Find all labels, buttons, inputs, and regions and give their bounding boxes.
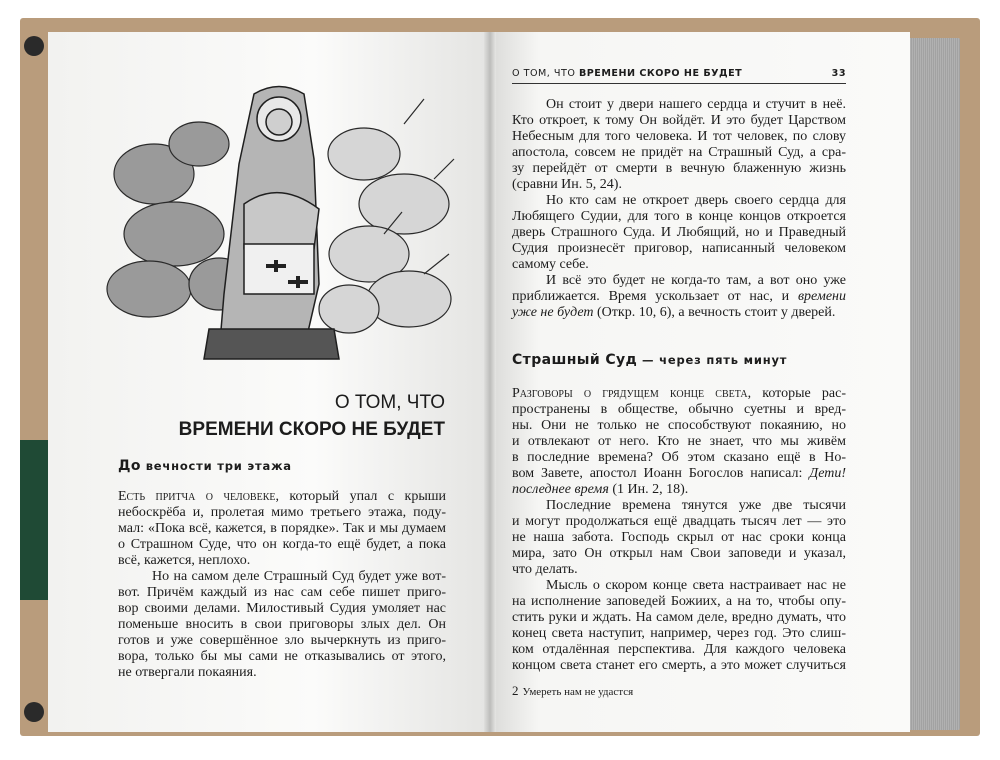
text-line: самому себе. — [512, 257, 589, 272]
text-line: Кто откроет, к тому Он войдёт. И это будет Царством — [512, 113, 846, 128]
text-line: конец света наступит, например, через год. Это слиш- — [512, 626, 846, 641]
paragraph — [512, 273, 846, 321]
text-line: стить руки и ждать. На самом деле, вредно думать, что — [512, 610, 846, 625]
text-line: апостола, совсем не придёт на Страшный Суд, а сра- — [512, 145, 846, 160]
running-head: О ТОМ, ЧТО ВРЕМЕНИ СКОРО НЕ БУДЕТ 33 — [512, 68, 846, 84]
text-line: Судия произнесёт приговор, написанный человеком — [512, 241, 846, 256]
text-line: последнее время (1 Ин. 2, 18). — [512, 482, 689, 497]
text-line: приближается. Время ускользает от нас, и времени — [512, 289, 846, 304]
section-title-left: До вечности три этажа — [118, 458, 292, 474]
text-line: уже не будет (Откр. 10, 6), а вечность стоит у дверей. — [512, 305, 836, 320]
text-line: и отвлекают от него. Кто не знает, что мы живём — [512, 434, 846, 449]
text-line: Но на самом деле Страшный Суд будет уже вот- — [152, 569, 446, 584]
right-body-text-top — [512, 97, 846, 321]
text-line: поменьше вносить в свои приговоры злых дел. Он — [118, 617, 446, 632]
text-line: Он стоит у двери нашего сердца и стучит в неё. — [546, 97, 846, 112]
chapter-title-line1: О ТОМ, ЧТО — [334, 392, 445, 413]
cover-corner-top — [24, 36, 44, 56]
paragraph — [118, 569, 446, 681]
text-line: И всё это будет не когда-то там, а вот оно уже — [546, 273, 846, 288]
text-line: не отвергали покаяния. — [118, 665, 257, 680]
text-line: Но кто сам не откроет дверь своего сердца для — [546, 193, 846, 208]
text-line: вот. Причём каждый из нас сам себе пишет приго- — [118, 585, 446, 600]
footnote: 2 Умереть нам не удастся — [512, 683, 634, 698]
paragraph — [512, 498, 846, 578]
chapter-title-line2: ВРЕМЕНИ СКОРО НЕ БУДЕТ — [178, 419, 445, 440]
text-line: вор своими делами. Милостивый Судия умоляет нас — [118, 601, 446, 616]
text-line: в последние времена? Об этом сказано ещё в Но- — [512, 450, 846, 465]
section-title-right: Страшный Суд — через пять минут — [512, 352, 788, 368]
text-line: Последние времена тянутся уже две тысячи — [546, 498, 846, 513]
text-line: готов и уже совершённое зло вычеркнуть из приго- — [118, 633, 446, 648]
text-line: небоскрёба и, пролетая мимо третьего этажа, поду- — [118, 505, 446, 520]
text-line: мира, зато Он открыл нам Свои заповеди и указал, — [512, 546, 846, 561]
text-line: пространены в обществе, обычно суетны и вред- — [512, 402, 846, 417]
text-line: дверь Страшного Суда. И Любящий, но и Праведный — [512, 225, 846, 240]
right-body-text-bottom — [512, 386, 846, 674]
paragraph — [512, 97, 846, 193]
text-line: ны. Они не только не способствуют покаянию, но — [512, 418, 846, 433]
text-line: не наша забота. Господь скрыл от нас сроки конца — [512, 530, 846, 545]
text-line: Есть притча о человеке, который упал с крыши — [118, 489, 446, 504]
text-line: что делать. — [512, 562, 578, 577]
cover-corner-bottom — [24, 702, 44, 722]
text-line: на исполнение заповедей Божиих, а на то, чтобы опу- — [512, 594, 846, 609]
paragraph — [118, 489, 446, 569]
text-line: вом Завете, апостол Иоанн Богослов написал: Дети! — [512, 466, 846, 481]
text-line: Небесным для того человека. И тот человек, по слову — [512, 129, 846, 144]
text-line: ком отдалённая перспектива. Для каждого человека — [512, 642, 846, 657]
text-line: вора, только бы мы сами не отказывались от этого, — [118, 649, 446, 664]
text-line: Разговоры о грядущем конце света, которые рас- — [512, 386, 846, 401]
text-line: зу перейдёт от смерти в вечную блаженную жизнь — [512, 161, 846, 176]
text-line: мал: «Пока всё, кажется, в порядке». Так и мы думаем — [118, 521, 446, 536]
text-line: и могут продолжаться ещё двадцать тысяч лет — это — [512, 514, 846, 529]
paragraph — [512, 386, 846, 498]
left-body-text — [118, 489, 446, 681]
cover-band — [20, 440, 50, 600]
text-line: концом света станет его смерть, а это может случиться — [512, 658, 846, 673]
text-line: (сравни Ин. 5, 24). — [512, 177, 622, 192]
paragraph — [512, 578, 846, 674]
paragraph — [512, 193, 846, 273]
text-line: Мысль о скором конце света настраивает нас не — [546, 578, 846, 593]
page-number: 33 — [831, 68, 846, 79]
text-line: о Страшном Суде, что он когда-то ещё будет, а пока — [118, 537, 446, 552]
text-line: Любящего Судии, для того в конце концов откроется — [512, 209, 846, 224]
book-gutter — [484, 32, 496, 732]
illustration-shepherd-with-sheep — [104, 84, 464, 369]
text-line: всё, кажется, неплохо. — [118, 553, 251, 568]
